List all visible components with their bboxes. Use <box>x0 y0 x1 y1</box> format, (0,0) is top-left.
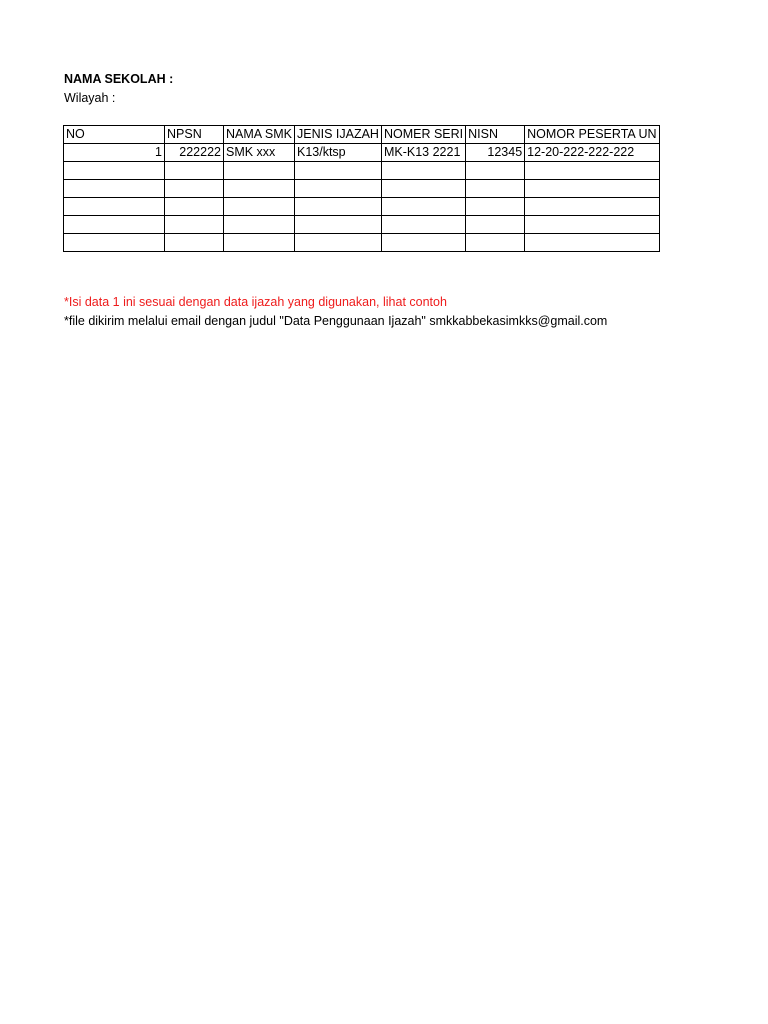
cell-jenis-ijazah[interactable] <box>295 162 382 180</box>
column-header-npsn[interactable]: NPSN <box>165 126 224 144</box>
cell-npsn[interactable] <box>165 216 224 234</box>
table-row <box>64 180 660 198</box>
column-header-nama-smk[interactable]: NAMA SMK <box>224 126 295 144</box>
cell-nisn[interactable] <box>466 162 525 180</box>
cell-nomor-peserta-un[interactable] <box>525 216 659 234</box>
column-header-nomor-peserta-un[interactable]: NOMOR PESERTA UN <box>525 126 659 144</box>
cell-nomor-peserta-un[interactable] <box>525 198 659 216</box>
instruction-note-email: *file dikirim melalui email dengan judul "Data Penggunaan Ijazah" smkkabbekasimkks@gmail.com <box>64 314 608 328</box>
cell-jenis-ijazah[interactable]: K13/ktsp <box>295 144 382 162</box>
cell-jenis-ijazah[interactable] <box>295 234 382 252</box>
cell-nomor-peserta-un[interactable] <box>525 162 659 180</box>
region-label: Wilayah : <box>64 91 116 105</box>
column-header-jenis-ijazah[interactable]: JENIS IJAZAH <box>295 126 382 144</box>
school-name-label: NAMA SEKOLAH : <box>64 72 174 86</box>
cell-nama-smk[interactable] <box>224 216 295 234</box>
cell-nama-smk[interactable] <box>224 162 295 180</box>
cell-nama-smk[interactable] <box>224 180 295 198</box>
column-header-nomer-seri[interactable]: NOMER SERI <box>381 126 465 144</box>
cell-nama-smk[interactable] <box>224 234 295 252</box>
cell-no[interactable] <box>64 180 165 198</box>
table-row <box>64 198 660 216</box>
cell-nama-smk[interactable]: SMK xxx <box>224 144 295 162</box>
cell-nisn[interactable] <box>466 216 525 234</box>
cell-nisn[interactable] <box>466 234 525 252</box>
cell-no[interactable] <box>64 234 165 252</box>
cell-nomer-seri[interactable] <box>381 234 465 252</box>
table-row <box>64 144 660 162</box>
cell-nomer-seri[interactable] <box>381 162 465 180</box>
ijazah-data-table <box>63 125 660 252</box>
cell-no[interactable] <box>64 162 165 180</box>
cell-jenis-ijazah[interactable] <box>295 198 382 216</box>
cell-jenis-ijazah[interactable] <box>295 216 382 234</box>
table-header-row <box>64 126 660 144</box>
cell-no[interactable]: 1 <box>64 144 165 162</box>
cell-npsn[interactable]: 222222 <box>165 144 224 162</box>
cell-nomor-peserta-un[interactable] <box>525 234 659 252</box>
table-row <box>64 216 660 234</box>
cell-nomor-peserta-un[interactable] <box>525 180 659 198</box>
cell-nomer-seri[interactable] <box>381 216 465 234</box>
cell-nisn[interactable] <box>466 180 525 198</box>
cell-npsn[interactable] <box>165 234 224 252</box>
cell-nomor-peserta-un[interactable]: 12-20-222-222-222 <box>525 144 659 162</box>
instruction-note-red: *Isi data 1 ini sesuai dengan data ijazah yang digunakan, lihat contoh <box>64 295 447 309</box>
cell-npsn[interactable] <box>165 162 224 180</box>
cell-nisn[interactable]: 12345 <box>466 144 525 162</box>
cell-nomer-seri[interactable] <box>381 198 465 216</box>
cell-npsn[interactable] <box>165 198 224 216</box>
cell-nomer-seri[interactable]: MK-K13 2221 <box>381 144 465 162</box>
cell-no[interactable] <box>64 198 165 216</box>
cell-jenis-ijazah[interactable] <box>295 180 382 198</box>
cell-nama-smk[interactable] <box>224 198 295 216</box>
column-header-no[interactable]: NO <box>64 126 165 144</box>
table-row <box>64 234 660 252</box>
cell-no[interactable] <box>64 216 165 234</box>
cell-npsn[interactable] <box>165 180 224 198</box>
cell-nomer-seri[interactable] <box>381 180 465 198</box>
column-header-nisn[interactable]: NISN <box>466 126 525 144</box>
table-row <box>64 162 660 180</box>
cell-nisn[interactable] <box>466 198 525 216</box>
